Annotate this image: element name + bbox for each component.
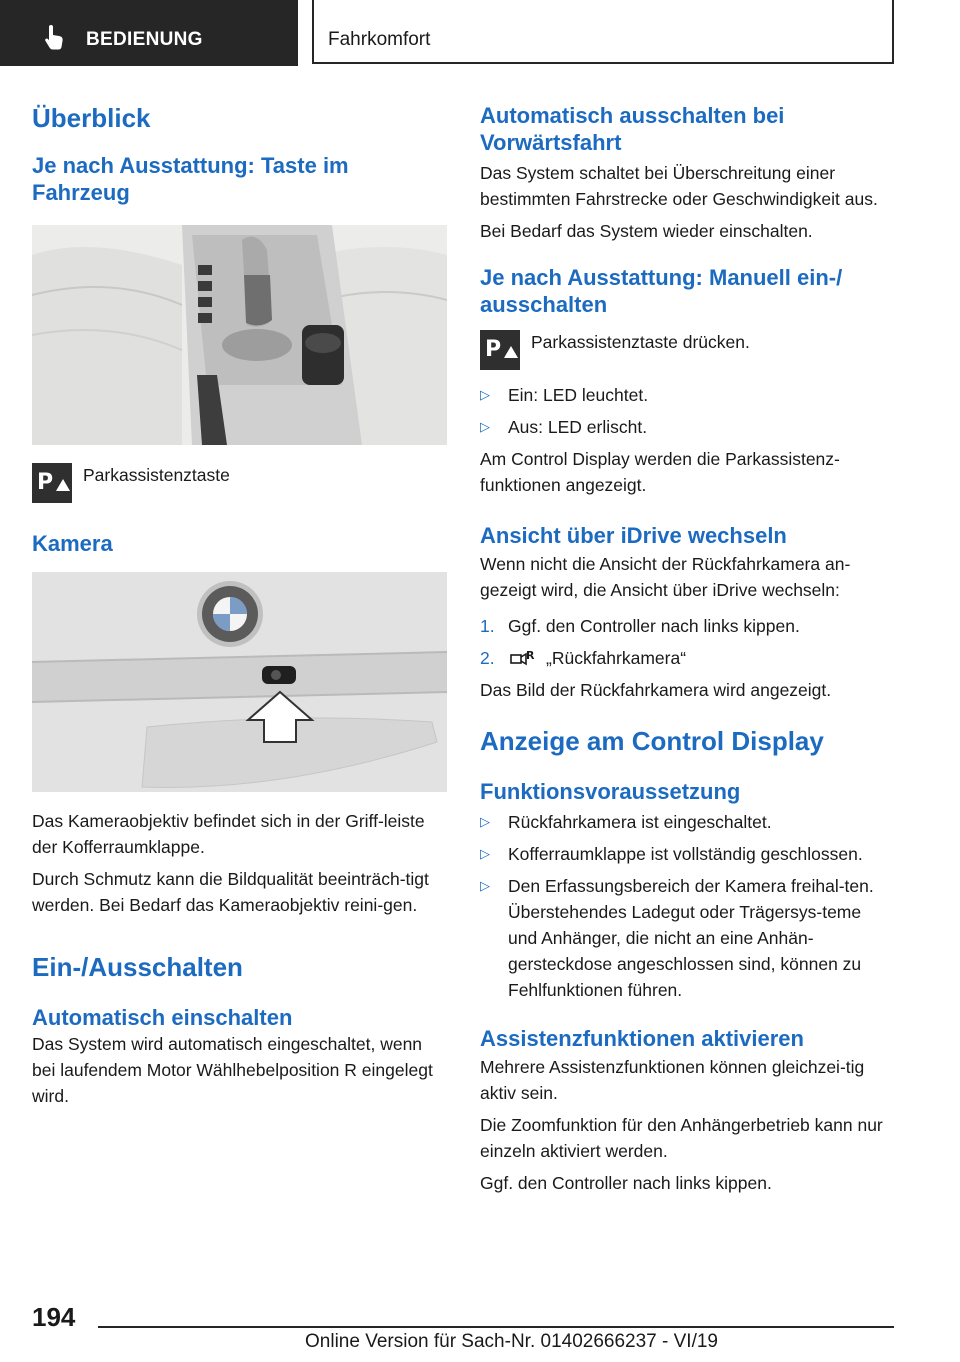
footer-version: Online Version für Sach-Nr. 01402666237 - VI/19 (305, 1331, 718, 1352)
chapter-tab (312, 0, 894, 64)
manual-paragraph: Am Control Display werden die Parkassistenz-funktionen angezeigt. (480, 449, 840, 495)
list-item: ▷ Aus: LED erlischt. (480, 414, 896, 440)
console-photo (32, 225, 447, 445)
svg-text:R: R (526, 649, 535, 662)
assist-paragraph-3: Ggf. den Controller nach links kippen. (480, 1173, 772, 1193)
chapter-label: Fahrkomfort (328, 29, 431, 50)
camera-paragraph-1: Das Kameraobjektiv befindet sich in der Griff-leiste der Kofferraumklappe. (32, 811, 425, 857)
park-assist-legend (32, 463, 447, 503)
section-label: BEDIENUNG (86, 29, 203, 50)
list-item: ▷ Kofferraumklappe ist vollständig geschlossen. (480, 841, 896, 867)
rear-camera-icon (508, 647, 540, 669)
triangle-bullet-icon: ▷ (480, 814, 490, 829)
heading-manual: Je nach Ausstattung: Manuell ein-/ ausschalten (480, 265, 843, 317)
camera-photo (32, 572, 447, 792)
park-assist-button-icon: P (480, 330, 520, 370)
heading-camera: Kamera (32, 531, 113, 556)
heading-overview: Überblick (32, 103, 151, 133)
hand-pointer-icon (44, 24, 66, 50)
heading-auto-on: Automatisch einschalten (32, 1005, 293, 1030)
console-illustration (32, 225, 447, 445)
assist-paragraph-1: Mehrere Assistenzfunktionen können gleichzei-tig aktiv sein. (480, 1057, 865, 1103)
manual-icon-text: Parkassistenztaste drücken. (531, 332, 750, 352)
section-tab (0, 0, 298, 66)
heading-assist: Assistenzfunktionen aktivieren (480, 1026, 804, 1051)
triangle-bullet-icon: ▷ (480, 387, 490, 402)
list-item: ▷ Ein: LED leuchtet. (480, 382, 896, 408)
list-item: 2. R „Rückfahrkamera“ (480, 648, 687, 668)
heading-button: Je nach Ausstattung: Taste im Fahrzeug (32, 153, 349, 205)
manual-bullet-list (480, 382, 896, 440)
auto-off-paragraph-1: Das System schaltet bei Überschreitung einer bestimmten Fahrstrecke oder Geschwindigkeit aus. (480, 163, 878, 209)
camera-paragraph-2: Durch Schmutz kann die Bildqualität beeinträch-tigt werden. Bei Bedarf das Kameraobjektiv reini-gen. (32, 869, 429, 915)
right-column (480, 96, 896, 1196)
page-number: 194 (32, 1302, 76, 1332)
list-item: 1. Ggf. den Controller nach links kippen. (480, 616, 800, 636)
triangle-bullet-icon: ▷ (480, 846, 490, 861)
list-item: ▷ Rückfahrkamera ist eingeschaltet. (480, 809, 896, 835)
camera-illustration (32, 572, 447, 792)
triangle-bullet-icon: ▷ (480, 419, 490, 434)
auto-on-paragraph: Das System wird automatisch eingeschaltet, wenn bei laufendem Motor Wählhebelposition R eingelegt wird. (32, 1034, 433, 1106)
view-paragraph: Wenn nicht die Ansicht der Rückfahrkamera an-gezeigt wird, die Ansicht über iDrive wechseln: (480, 554, 851, 600)
assist-paragraph-2: Die Zoomfunktion für den Anhängerbetrieb kann nur einzeln aktiviert werden. (480, 1115, 883, 1161)
auto-off-paragraph-2: Bei Bedarf das System wieder einschalten. (480, 221, 813, 241)
heading-display: Anzeige am Control Display (480, 726, 824, 756)
manual-icon-row (480, 330, 896, 370)
footer-divider (98, 1326, 894, 1328)
heading-prereq: Funktionsvoraussetzung (480, 779, 741, 804)
park-assist-caption: Parkassistenztaste (83, 465, 230, 485)
left-column (32, 96, 447, 1109)
list-item: ▷ Den Erfassungsbereich der Kamera freihal-ten. Überstehendes Ladegut oder Trägersys-teme und Anhänger, die nicht an eine Anhän-gersteckdose angeschlossen sind, können zu Fehlfunktionen führen. (480, 873, 896, 1003)
triangle-bullet-icon: ▷ (480, 878, 490, 893)
park-assist-button-icon: P (32, 463, 72, 503)
heading-auto-off: Automatisch ausschalten bei Vorwärtsfahrt (480, 103, 785, 155)
view-paragraph-2: Das Bild der Rückfahrkamera wird angezeigt. (480, 680, 832, 700)
prereq-bullet-list (480, 809, 896, 1003)
heading-view: Ansicht über iDrive wechseln (480, 523, 787, 548)
view-steps (480, 613, 896, 671)
heading-on-off: Ein-/Ausschalten (32, 952, 243, 982)
